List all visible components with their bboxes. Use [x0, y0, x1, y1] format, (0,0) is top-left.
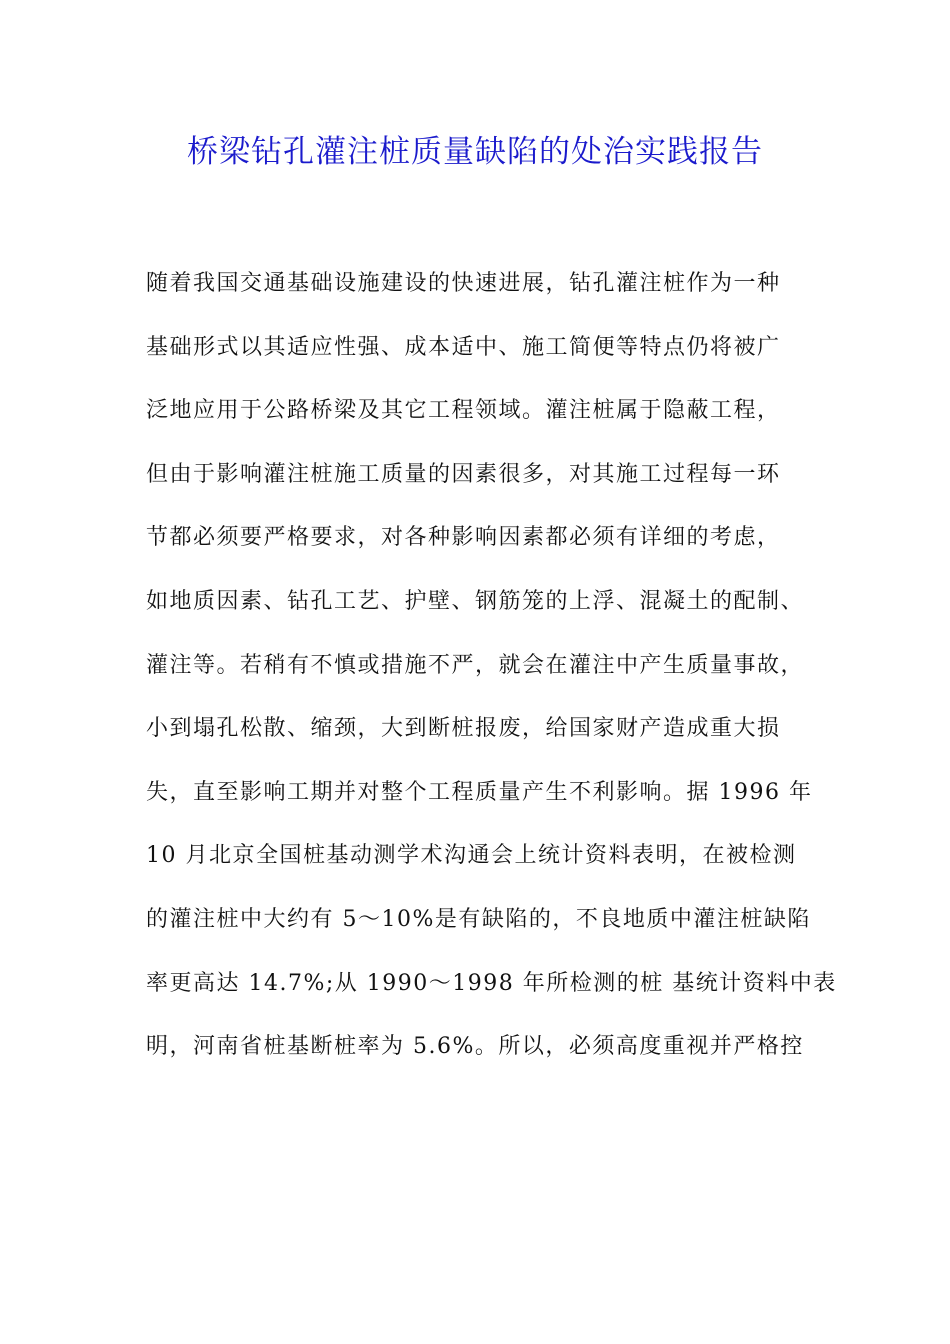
paragraph-line: 随着我国交通基础设施建设的快速进展，钻孔灌注桩作为一种 — [146, 271, 781, 296]
paragraph-line: 灌注等。若稍有不慎或措施不严，就会在灌注中产生质量事故， — [146, 652, 805, 678]
paragraph-line: 节都必须要严格要求，对各种影响因素都必须有详细的考虑， — [146, 525, 781, 551]
document-title: 桥梁钻孔灌注桩质量缺陷的处治实践报告 — [187, 134, 763, 170]
paragraph-line: 如地质因素、钻孔工艺、护壁、钢筋笼的上浮、混凝土的配制、 — [146, 588, 805, 614]
paragraph-line: 泛地应用于公路桥梁及其它工程领域。灌注桩属于隐蔽工程， — [146, 398, 781, 424]
paragraph-line: 小到塌孔松散、缩颈，大到断桩报废，给国家财产造成重大损 — [146, 716, 781, 742]
paragraph-line: 的灌注桩中大约有 5～10%是有缺陷的，不良地质中灌注桩缺陷 — [146, 906, 811, 932]
paragraph-line: 失，直至影响工期并对整个工程质量产生不利影响。据 1996 年 — [146, 779, 813, 805]
paragraph-line: 10 月北京全国桩基动测学术沟通会上统计资料表明，在被检测 — [146, 843, 797, 869]
paragraph-line: 但由于影响灌注桩施工质量的因素很多，对其施工过程每一环 — [146, 461, 781, 487]
document-body — [146, 263, 837, 1090]
paragraph-line: 基础形式以其适应性强、成本适中、施工简便等特点仍将被广 — [146, 334, 781, 360]
paragraph-line: 率更高达 14.7%;从 1990～1998 年所检测的桩 基统计资料中表 — [146, 970, 837, 996]
paragraph-line: 明，河南省桩基断桩率为 5.6%。所以，必须高度重视并严格控 — [146, 1034, 804, 1060]
